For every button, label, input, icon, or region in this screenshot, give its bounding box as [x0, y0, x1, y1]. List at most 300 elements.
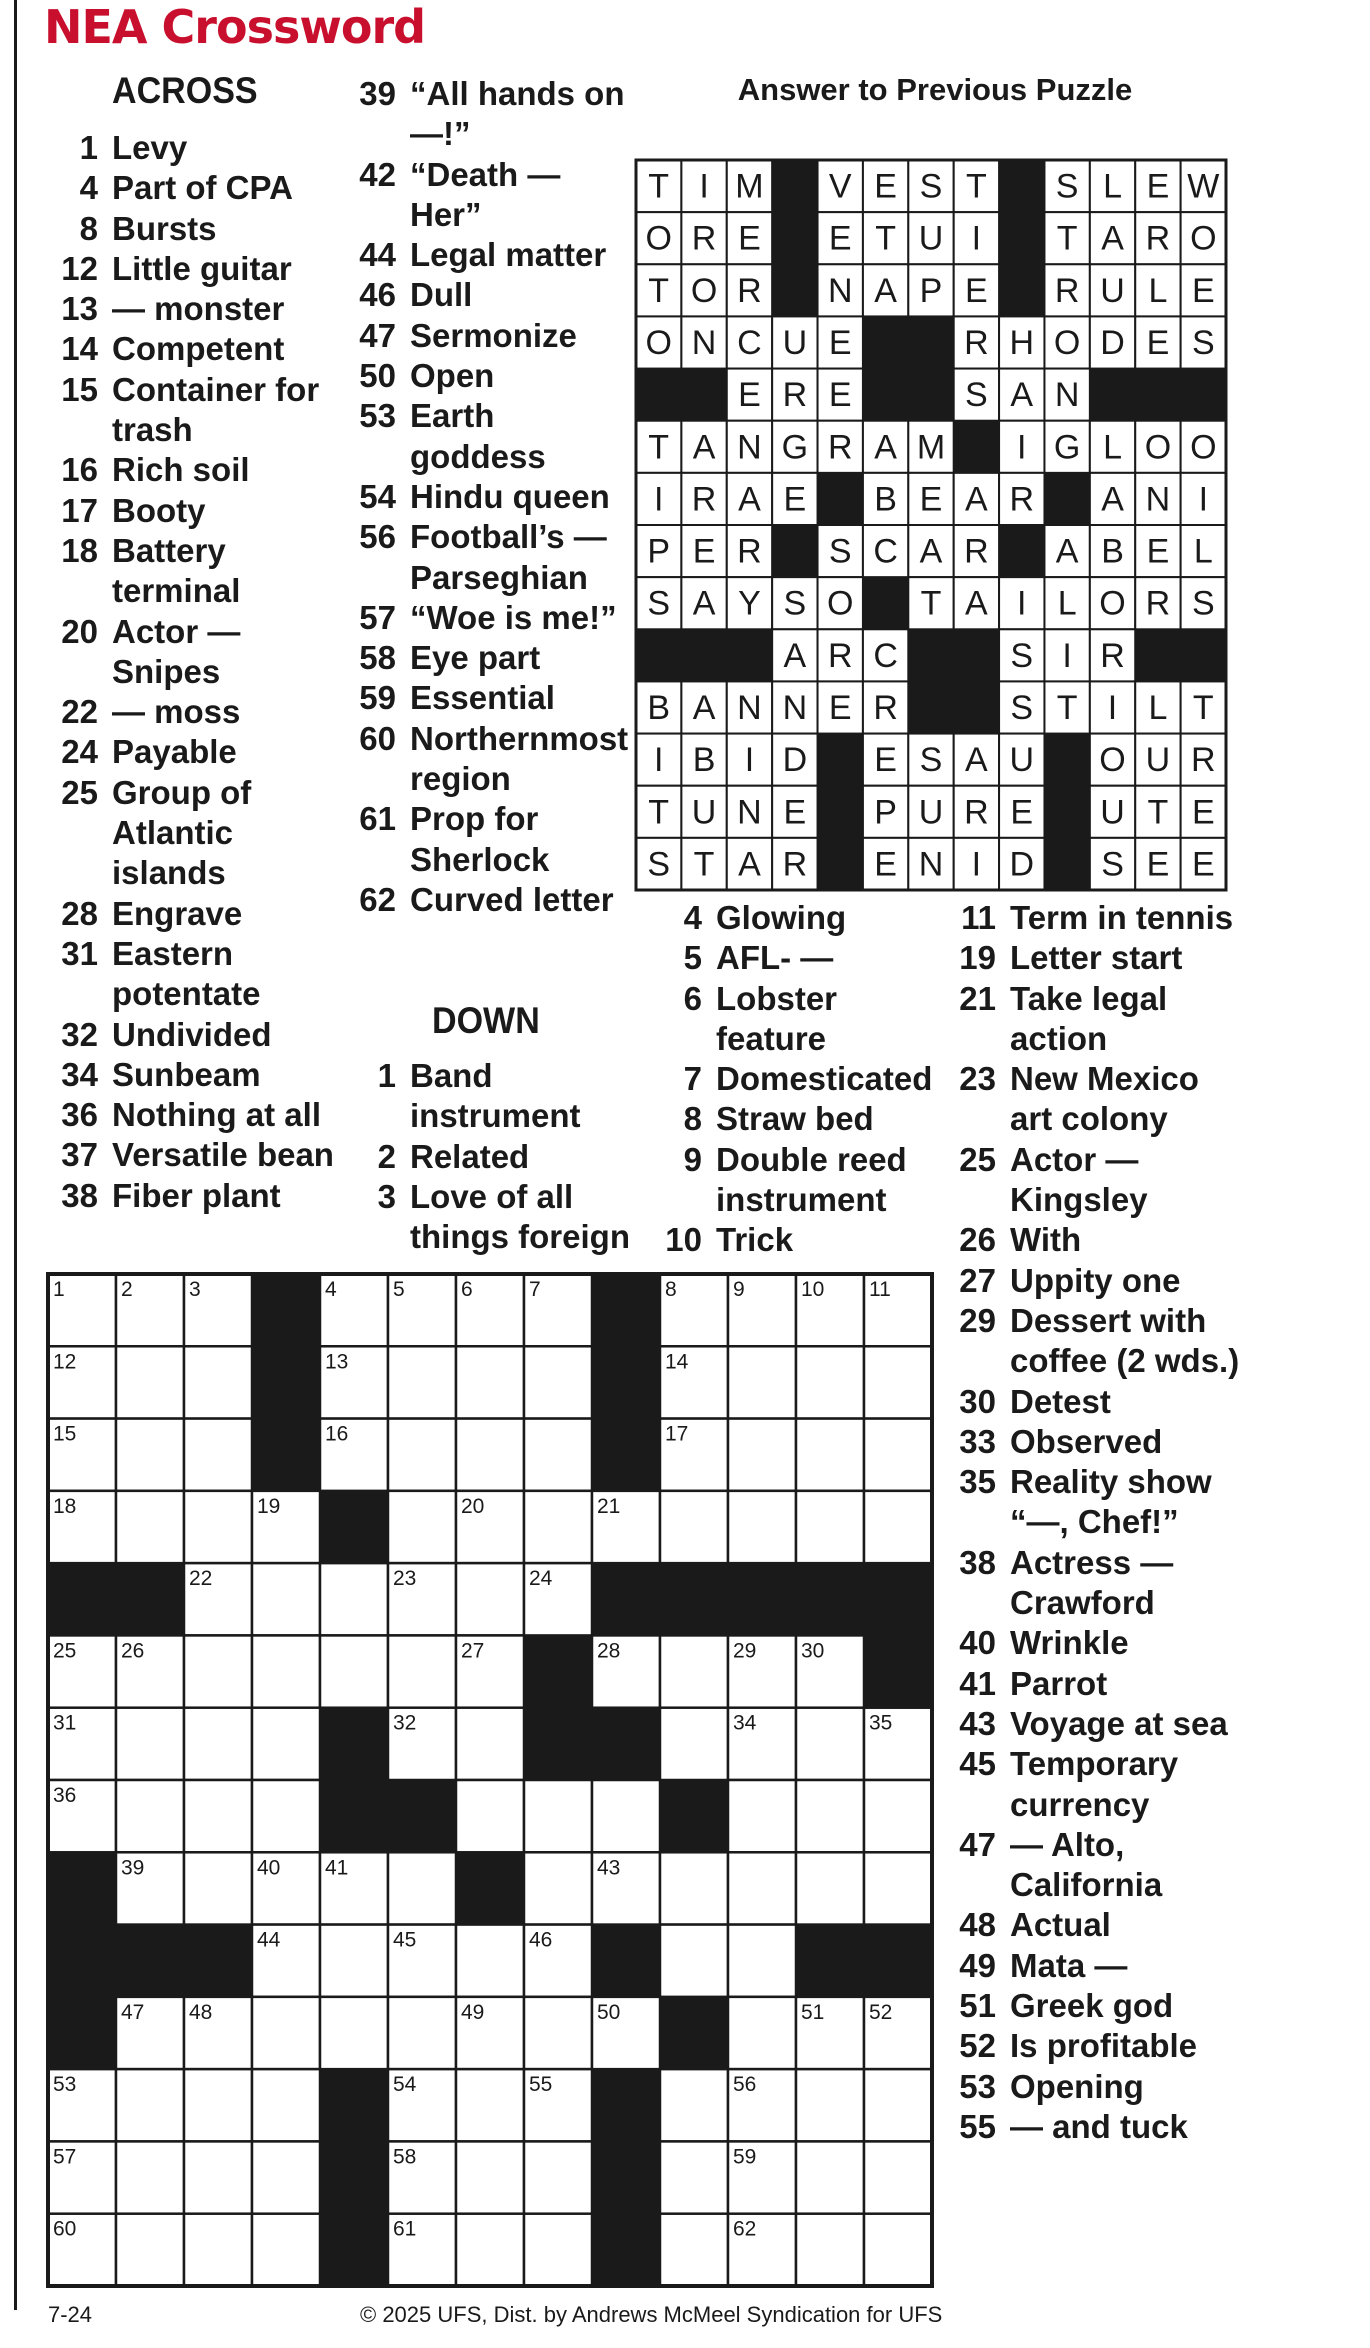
puzzle-cell[interactable]	[864, 2214, 932, 2286]
answer-letter: E	[874, 167, 897, 206]
puzzle-cell[interactable]	[456, 1346, 524, 1418]
answer-letter: N	[737, 793, 762, 832]
cell-number: 42	[461, 1856, 485, 1880]
puzzle-cell[interactable]	[728, 1491, 796, 1563]
answer-letter: U	[1100, 793, 1125, 832]
clue-number: 56	[359, 518, 396, 556]
clue-text: Container for trash	[112, 370, 320, 449]
puzzle-cell[interactable]	[456, 1925, 524, 1997]
answer-letter: O	[1190, 428, 1217, 467]
puzzle-cell[interactable]	[524, 2214, 592, 2286]
puzzle-cell[interactable]	[524, 1419, 592, 1491]
clue-item	[946, 938, 1246, 978]
clue-item	[48, 168, 348, 208]
clue-number: 16	[61, 451, 98, 489]
puzzle-cell[interactable]	[252, 1997, 320, 2069]
answer-letter: S	[1010, 636, 1034, 675]
answer-letter: I	[971, 219, 982, 258]
answer-letter: U	[1100, 271, 1125, 310]
puzzle-cell[interactable]	[184, 2214, 252, 2286]
black-square	[592, 1274, 661, 1347]
puzzle-cell[interactable]	[864, 2141, 932, 2213]
clue-item	[48, 249, 348, 289]
clue-text: Bursts	[112, 209, 217, 247]
answer-letter: E	[783, 793, 807, 832]
clue-number: 15	[61, 370, 98, 408]
clue-number: 48	[959, 1906, 996, 1944]
clue-number: 35	[959, 1463, 996, 1501]
black-square	[1181, 369, 1227, 422]
clue-text: Rich soil	[112, 451, 250, 489]
clue-item	[346, 74, 636, 155]
answer-letter: S	[783, 584, 807, 623]
puzzle-cell[interactable]	[184, 2069, 252, 2141]
puzzle-cell[interactable]	[660, 1852, 728, 1924]
footer-date: 7-24	[48, 2302, 93, 2327]
clue-text: Mata —	[1010, 1946, 1128, 1984]
puzzle-cell[interactable]	[184, 1708, 252, 1780]
black-square	[818, 786, 864, 839]
across-clues-column-2	[346, 74, 636, 920]
answer-letter: B	[874, 480, 897, 519]
puzzle-cell[interactable]	[116, 1780, 184, 1852]
puzzle-cell[interactable]	[864, 1419, 932, 1491]
puzzle-cell[interactable]	[524, 1780, 592, 1852]
answer-letter: R	[737, 532, 762, 571]
black-square	[592, 1925, 661, 1998]
puzzle-cell[interactable]	[252, 1708, 320, 1780]
clue-text: Domesticated	[716, 1060, 933, 1098]
black-square	[863, 577, 909, 630]
puzzle-cell[interactable]	[728, 1419, 796, 1491]
clue-number: 58	[359, 639, 396, 677]
puzzle-cell[interactable]	[796, 1346, 864, 1418]
cell-number: 25	[53, 1639, 77, 1663]
cell-number: 55	[529, 2073, 553, 2097]
answer-letter: S	[965, 376, 988, 415]
cell-number: 57	[53, 2145, 77, 2169]
cell-number: 10	[801, 1278, 825, 1301]
clue-number: 39	[359, 75, 396, 112]
cell-number: 19	[257, 1494, 281, 1518]
puzzle-cell[interactable]	[320, 1925, 388, 1997]
answer-letter: E	[1010, 793, 1034, 832]
clue-item	[652, 1140, 942, 1221]
clue-text: Related	[410, 1137, 530, 1175]
answer-letter: R	[1100, 636, 1125, 675]
answer-letter: A	[874, 271, 897, 310]
clue-text: Uppity one	[1010, 1261, 1181, 1299]
puzzle-cell[interactable]	[864, 1780, 932, 1852]
puzzle-cell[interactable]	[252, 2141, 320, 2213]
clue-item	[48, 289, 348, 329]
answer-letter: O	[1099, 584, 1126, 623]
cell-number: 14	[665, 1350, 689, 1374]
puzzle-cell[interactable]	[456, 2214, 524, 2286]
black-square	[908, 629, 954, 682]
puzzle-cell[interactable]	[796, 1419, 864, 1491]
cell-number: 51	[801, 2000, 825, 2024]
puzzle-cell[interactable]	[388, 1419, 456, 1491]
clue-number: 27	[959, 1261, 996, 1299]
cell-number: 62	[733, 2217, 757, 2241]
answer-letter: T	[1147, 793, 1169, 832]
clue-text: With	[1010, 1221, 1082, 1259]
puzzle-cell[interactable]	[524, 1346, 592, 1418]
clue-text: Detest	[1010, 1382, 1111, 1420]
clue-text: Love of all things foreign	[410, 1177, 630, 1256]
black-square	[796, 1563, 865, 1636]
puzzle-cell[interactable]	[116, 1419, 184, 1491]
puzzle-cell[interactable]	[660, 1491, 728, 1563]
answer-letter: A	[692, 584, 716, 623]
answer-letter: N	[1145, 480, 1171, 519]
black-square	[660, 1997, 729, 2070]
puzzle-cell[interactable]	[320, 1635, 388, 1707]
black-square	[116, 1563, 185, 1636]
clue-item	[346, 396, 636, 477]
puzzle-cell[interactable]	[660, 2069, 728, 2141]
puzzle-cell[interactable]	[184, 1780, 252, 1852]
black-square	[592, 2141, 661, 2214]
answer-letter: G	[1053, 428, 1081, 467]
black-square	[863, 369, 909, 422]
answer-letter: V	[828, 167, 852, 206]
puzzle-cell[interactable]	[524, 2141, 592, 2213]
cell-number: 9	[733, 1278, 745, 1301]
down-clues-column-2	[652, 898, 942, 1261]
clue-number: 44	[359, 236, 396, 274]
puzzle-grid[interactable]	[48, 1274, 932, 2286]
answer-letter: S	[1191, 323, 1215, 362]
answer-letter: T	[648, 793, 670, 832]
puzzle-cell[interactable]	[796, 2141, 864, 2213]
puzzle-cell[interactable]	[796, 1780, 864, 1852]
puzzle-cell[interactable]	[592, 1780, 660, 1852]
puzzle-cell[interactable]	[252, 1635, 320, 1707]
answer-letter: A	[1101, 219, 1124, 258]
clue-item	[946, 1986, 1246, 2026]
black-square	[320, 2069, 389, 2142]
puzzle-cell[interactable]	[524, 1491, 592, 1563]
answer-letter: U	[1009, 741, 1035, 780]
answer-letter: R	[782, 376, 808, 415]
puzzle-cell[interactable]	[660, 2141, 728, 2213]
answer-letter: A	[783, 636, 807, 675]
cell-number: 27	[461, 1639, 485, 1663]
puzzle-cell[interactable]	[728, 1925, 796, 1997]
puzzle-cell[interactable]	[320, 1997, 388, 2069]
puzzle-cell[interactable]	[184, 1852, 252, 1924]
answer-letter: S	[1191, 584, 1215, 623]
cell-number: 56	[733, 2073, 757, 2097]
black-square	[48, 1925, 117, 1998]
clue-number: 33	[959, 1422, 996, 1460]
black-square	[954, 421, 1000, 474]
answer-letter: A	[692, 688, 716, 727]
black-square	[320, 1780, 389, 1853]
clue-number: 28	[61, 894, 98, 932]
clue-number: 8	[683, 1100, 702, 1138]
cell-number: 28	[597, 1639, 621, 1663]
clue-number: 47	[359, 316, 396, 354]
puzzle-cell[interactable]	[388, 1852, 456, 1924]
answer-letter: N	[827, 271, 853, 310]
puzzle-cell[interactable]	[456, 2069, 524, 2141]
black-square	[660, 1563, 729, 1636]
cell-number: 7	[529, 1278, 541, 1301]
clue-item	[346, 799, 636, 880]
answer-letter: I	[1198, 480, 1209, 519]
clue-number: 41	[959, 1664, 996, 1702]
clue-number: 36	[61, 1096, 98, 1134]
clue-item	[946, 1744, 1246, 1825]
clue-number: 5	[683, 939, 702, 977]
clue-item	[346, 880, 636, 920]
puzzle-cell[interactable]	[456, 1563, 524, 1635]
black-square	[681, 369, 727, 422]
black-square	[320, 1491, 389, 1564]
puzzle-cell[interactable]	[116, 1491, 184, 1563]
black-square	[592, 1708, 661, 1781]
clue-text: Earth goddess	[410, 397, 546, 475]
puzzle-cell[interactable]	[864, 1852, 932, 1924]
clue-text: Part of CPA	[112, 169, 293, 207]
puzzle-cell[interactable]	[252, 1563, 320, 1635]
clue-item	[946, 1905, 1246, 1945]
puzzle-cell[interactable]	[796, 2214, 864, 2286]
answer-letter: E	[965, 271, 988, 310]
puzzle-cell[interactable]	[524, 1852, 592, 1924]
puzzle-cell[interactable]	[660, 1708, 728, 1780]
clue-item	[652, 1059, 942, 1099]
clue-text: Competent	[112, 330, 285, 368]
answer-letter: R	[964, 323, 989, 362]
clue-number: 59	[359, 679, 396, 717]
answer-letter: S	[1101, 845, 1124, 884]
clue-text: “All hands on —!”	[410, 75, 625, 153]
answer-letter: C	[873, 532, 898, 571]
puzzle-cell[interactable]	[660, 1635, 728, 1707]
clue-item	[48, 128, 348, 168]
puzzle-cell[interactable]	[864, 2069, 932, 2141]
puzzle-cell[interactable]	[388, 1346, 456, 1418]
cell-number: 20	[461, 1494, 485, 1518]
puzzle-cell[interactable]	[456, 1780, 524, 1852]
black-square	[252, 1419, 321, 1492]
cell-number: 13	[325, 1350, 349, 1374]
previous-answer-grid	[636, 160, 1226, 890]
clue-number: 45	[959, 1745, 996, 1783]
clue-item	[652, 1220, 942, 1260]
cell-number: 33	[529, 1711, 553, 1735]
clue-item	[346, 155, 636, 236]
cell-number: 46	[529, 1928, 553, 1952]
clue-item	[946, 1382, 1246, 1422]
cell-number: 45	[393, 1928, 417, 1952]
clue-text: Opening	[1010, 2067, 1144, 2105]
clue-number: 55	[959, 2107, 996, 2145]
puzzle-cell[interactable]	[796, 1708, 864, 1780]
clue-number: 52	[959, 2027, 996, 2065]
cell-number: 60	[53, 2217, 77, 2241]
clue-number: 61	[359, 800, 396, 838]
puzzle-cell[interactable]	[456, 2141, 524, 2213]
black-square	[818, 734, 864, 787]
black-square	[48, 1852, 117, 1925]
puzzle-cell[interactable]	[456, 1419, 524, 1491]
puzzle-cell[interactable]	[184, 1635, 252, 1707]
puzzle-cell[interactable]	[660, 1925, 728, 1997]
puzzle-cell[interactable]	[116, 2069, 184, 2141]
black-square	[864, 1563, 933, 1636]
answer-letter: T	[965, 167, 987, 206]
puzzle-cell[interactable]	[864, 1346, 932, 1418]
puzzle-cell[interactable]	[864, 1491, 932, 1563]
puzzle-cell[interactable]	[252, 2069, 320, 2141]
cell-number: 59	[733, 2145, 757, 2169]
answer-letter: E	[692, 532, 716, 571]
cell-number: 37	[393, 1784, 417, 1807]
clue-item	[946, 1623, 1246, 1663]
puzzle-cell[interactable]	[116, 1708, 184, 1780]
clue-text: Trick	[716, 1221, 794, 1259]
across-clues-column-1	[48, 128, 348, 1216]
clue-number: 53	[359, 397, 396, 435]
cell-number: 39	[121, 1856, 145, 1880]
clue-number: 25	[61, 773, 98, 811]
clue-item	[346, 678, 636, 718]
clue-text: Open	[410, 357, 495, 395]
answer-letter: O	[827, 584, 854, 623]
across-heading: ACROSS	[112, 70, 258, 111]
clue-item	[346, 477, 636, 517]
answer-letter: S	[919, 167, 943, 206]
clue-text: Actor — Kingsley	[1010, 1140, 1148, 1219]
cell-number: 23	[393, 1567, 417, 1591]
clue-number: 2	[377, 1137, 396, 1175]
down-clues-column-3	[946, 898, 1246, 2147]
puzzle-cell[interactable]	[388, 1635, 456, 1707]
clue-item	[48, 531, 348, 612]
answer-letter: R	[827, 428, 853, 467]
puzzle-cell[interactable]	[728, 1346, 796, 1418]
puzzle-cell[interactable]	[116, 2214, 184, 2286]
answer-letter: U	[918, 219, 944, 258]
puzzle-cell[interactable]	[388, 1997, 456, 2069]
clue-number: 25	[959, 1140, 996, 1178]
puzzle-cell[interactable]	[796, 1852, 864, 1924]
clue-number: 57	[359, 598, 396, 636]
clue-number: 4	[79, 169, 98, 207]
puzzle-cell[interactable]	[388, 1491, 456, 1563]
clue-item	[946, 2107, 1246, 2147]
black-square	[999, 264, 1045, 317]
clue-text: Voyage at sea	[1010, 1704, 1228, 1742]
puzzle-cell[interactable]	[728, 1997, 796, 2069]
puzzle-cell[interactable]	[252, 1780, 320, 1852]
clue-item	[946, 1261, 1246, 1301]
answer-letter: R	[691, 480, 717, 519]
clue-text: — moss	[112, 693, 241, 731]
clue-text: Sermonize	[410, 316, 577, 354]
answer-letter: D	[1009, 845, 1035, 884]
puzzle-cell[interactable]	[184, 1346, 252, 1418]
black-square	[524, 1635, 593, 1708]
puzzle-cell[interactable]	[796, 1491, 864, 1563]
puzzle-cell[interactable]	[184, 1419, 252, 1491]
clue-text: Legal matter	[410, 236, 607, 274]
puzzle-cell[interactable]	[184, 1491, 252, 1563]
clue-item	[346, 1177, 636, 1258]
black-square	[772, 212, 818, 265]
answer-letter: E	[874, 845, 897, 884]
clue-text: Little guitar	[112, 249, 292, 287]
puzzle-cell[interactable]	[184, 2141, 252, 2213]
puzzle-cell[interactable]	[796, 2069, 864, 2141]
puzzle-cell[interactable]	[116, 2141, 184, 2213]
answer-letter: N	[737, 428, 762, 467]
clue-text: — monster	[112, 290, 285, 328]
clue-item	[346, 1056, 636, 1137]
cell-number: 32	[393, 1711, 417, 1735]
puzzle-cell[interactable]	[728, 1852, 796, 1924]
black-square	[48, 1997, 117, 2070]
clue-text: Glowing	[716, 899, 847, 936]
black-square	[863, 316, 909, 369]
cell-number: 30	[801, 1639, 825, 1663]
puzzle-cell[interactable]	[320, 1563, 388, 1635]
clue-number: 24	[61, 733, 98, 771]
clue-item	[946, 1825, 1246, 1906]
answer-letter: E	[738, 376, 761, 415]
clue-number: 50	[359, 357, 396, 395]
black-square	[592, 1563, 661, 1636]
clue-text: Temporary currency	[1010, 1745, 1179, 1823]
answer-letter: R	[737, 271, 762, 310]
cell-number: 6	[461, 1278, 473, 1301]
answer-letter: S	[647, 584, 671, 623]
puzzle-cell[interactable]	[456, 1708, 524, 1780]
clue-number: 54	[359, 477, 396, 515]
clue-number: 38	[61, 1176, 98, 1214]
answer-letter: A	[1101, 480, 1124, 519]
clue-text: Actor — Snipes	[112, 612, 241, 690]
answer-letter: I	[653, 741, 664, 780]
clue-item	[48, 450, 348, 490]
answer-letter: S	[647, 845, 671, 884]
cell-number: 61	[393, 2217, 417, 2241]
black-square	[954, 681, 1000, 734]
puzzle-cell[interactable]	[524, 1997, 592, 2069]
cell-number: 54	[393, 2073, 417, 2097]
black-square	[772, 525, 818, 578]
answer-letter: O	[645, 323, 672, 362]
black-square	[636, 369, 682, 422]
puzzle-cell[interactable]	[116, 1346, 184, 1418]
black-square	[796, 1925, 865, 1998]
answer-letter: R	[827, 636, 853, 675]
puzzle-cell[interactable]	[660, 2214, 728, 2286]
puzzle-cell[interactable]	[252, 2214, 320, 2286]
answer-letter: R	[691, 219, 717, 258]
clue-text: Term in tennis	[1010, 899, 1234, 936]
clue-item	[946, 1543, 1246, 1624]
answer-letter: O	[645, 219, 672, 258]
clue-text: Fiber plant	[112, 1176, 281, 1214]
black-square	[818, 838, 864, 891]
puzzle-cell[interactable]	[728, 1780, 796, 1852]
